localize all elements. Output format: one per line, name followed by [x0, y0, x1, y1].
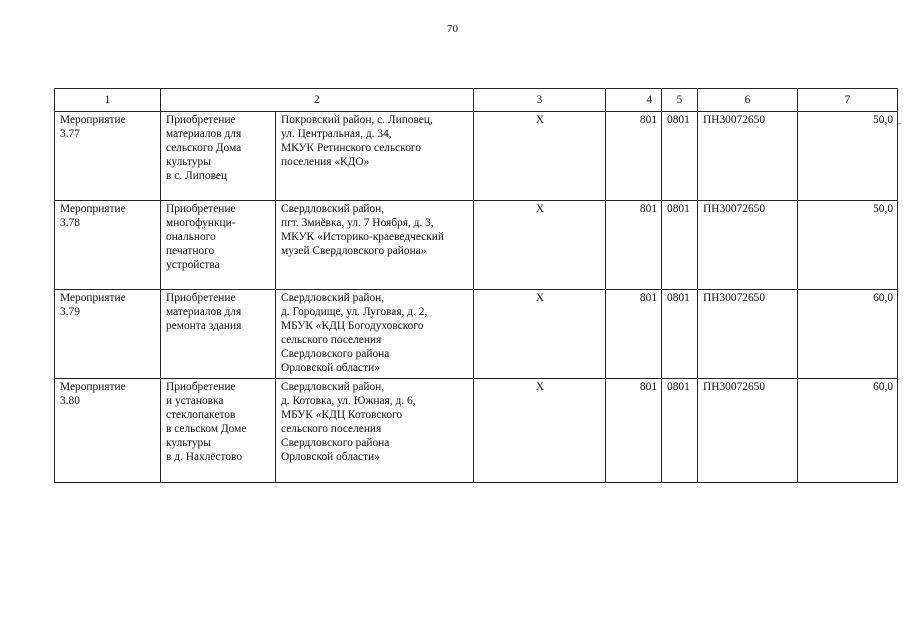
name-line: культуры — [166, 437, 211, 449]
header-col-1: 1 — [55, 89, 161, 112]
col6-cell: ПН30072650 — [698, 201, 798, 290]
table-row — [55, 290, 898, 379]
address-line: Орловской области» — [281, 362, 380, 374]
address-line: ул. Центральная, д. 34, — [281, 128, 392, 140]
address-line: сельского поселения — [281, 334, 382, 346]
col5-cell: 0801 — [662, 290, 698, 379]
name-line: многофункци- — [166, 217, 236, 229]
col3-cell: X — [474, 290, 606, 379]
address-cell — [276, 201, 474, 290]
event-cell — [55, 112, 161, 201]
event-number: 3.77 — [60, 128, 80, 140]
col4-cell: 801 — [606, 379, 662, 483]
page-number: 70 — [447, 23, 458, 35]
event-number: 3.78 — [60, 217, 80, 229]
header-col-4: 4 — [606, 89, 662, 112]
col4-cell: 801 — [606, 112, 662, 201]
col7-cell: 60,0 — [798, 379, 898, 483]
scan-artifact: - — [898, 118, 901, 128]
table-row — [55, 112, 898, 201]
col3-cell: X — [474, 379, 606, 483]
col4-cell: 801 — [606, 290, 662, 379]
col7-cell: 50,0 — [798, 112, 898, 201]
name-line: и установка — [166, 395, 224, 407]
name-line: ремонта здания — [166, 320, 242, 332]
address-line: Орловской области» — [281, 451, 380, 463]
col7-cell: 60,0 — [798, 290, 898, 379]
col5-cell: 0801 — [662, 201, 698, 290]
name-line: печатного — [166, 245, 215, 257]
address-line: пгт. Змиёвка, ул. 7 Ноября, д. 3, — [281, 217, 434, 229]
name-line: материалов для — [166, 128, 242, 140]
col3-cell: X — [474, 201, 606, 290]
header-col-2: 2 — [161, 89, 474, 112]
budget-table — [54, 88, 898, 483]
header-col-6: 6 — [698, 89, 798, 112]
col6-cell: ПН30072650 — [698, 379, 798, 483]
address-cell — [276, 379, 474, 483]
name-line: Приобретение — [166, 381, 236, 393]
name-line: в сельском Доме — [166, 423, 247, 435]
name-cell — [161, 112, 276, 201]
address-line: сельского поселения — [281, 423, 382, 435]
address-line: МБУК «КДЦ Котовского — [281, 409, 403, 421]
col4-cell: 801 — [606, 201, 662, 290]
header-col-5: 5 — [662, 89, 698, 112]
col6-cell: ПН30072650 — [698, 290, 798, 379]
event-number: 3.80 — [60, 395, 80, 407]
col5-cell: 0801 — [662, 379, 698, 483]
table-row — [55, 379, 898, 483]
event-cell — [55, 201, 161, 290]
address-line: МКУК Ретинского сельского — [281, 142, 421, 154]
name-line: в с. Липовец — [166, 170, 228, 182]
name-cell — [161, 290, 276, 379]
name-line: Приобретение — [166, 114, 236, 126]
name-line: онального — [166, 231, 216, 243]
address-line: поселения «КДО» — [281, 156, 370, 168]
col7-cell: 50,0 — [798, 201, 898, 290]
address-cell — [276, 112, 474, 201]
address-line: д. Городище, ул. Луговая, д. 2, — [281, 306, 428, 318]
event-cell — [55, 379, 161, 483]
address-line: Свердловский район, — [281, 203, 385, 215]
name-line: сельского Дома — [166, 142, 242, 154]
address-line: Свердловского района — [281, 348, 390, 360]
event-number: 3.79 — [60, 306, 80, 318]
header-col-3: 3 — [474, 89, 606, 112]
name-cell — [161, 379, 276, 483]
name-line: стеклопакетов — [166, 409, 236, 421]
event-label: Мероприятие — [60, 381, 126, 393]
name-line: материалов для — [166, 306, 242, 318]
address-line: Покровский район, с. Липовец, — [281, 114, 433, 126]
col3-cell: X — [474, 112, 606, 201]
address-line: д. Котовка, ул. Южная, д. 6, — [281, 395, 416, 407]
event-label: Мероприятие — [60, 292, 126, 304]
event-cell — [55, 290, 161, 379]
address-line: Свердловский район, — [281, 292, 385, 304]
name-line: устройства — [166, 259, 220, 271]
table-row — [55, 201, 898, 290]
name-line: Приобретение — [166, 203, 236, 215]
address-line: Свердловского района — [281, 437, 390, 449]
address-line: МБУК «КДЦ Богодуховского — [281, 320, 424, 332]
name-cell — [161, 201, 276, 290]
event-label: Мероприятие — [60, 114, 126, 126]
col6-cell: ПН30072650 — [698, 112, 798, 201]
name-line: Приобретение — [166, 292, 236, 304]
col5-cell: 0801 — [662, 112, 698, 201]
name-line: в д. Нахлёстово — [166, 451, 243, 463]
address-line: Свердловский район, — [281, 381, 385, 393]
header-row — [55, 89, 898, 112]
header-col-7: 7 — [798, 89, 898, 112]
event-label: Мероприятие — [60, 203, 126, 215]
address-cell — [276, 290, 474, 379]
name-line: культуры — [166, 156, 211, 168]
address-line: МКУК «Историко-краеведческий — [281, 231, 444, 243]
address-line: музей Свердловского района» — [281, 245, 427, 257]
